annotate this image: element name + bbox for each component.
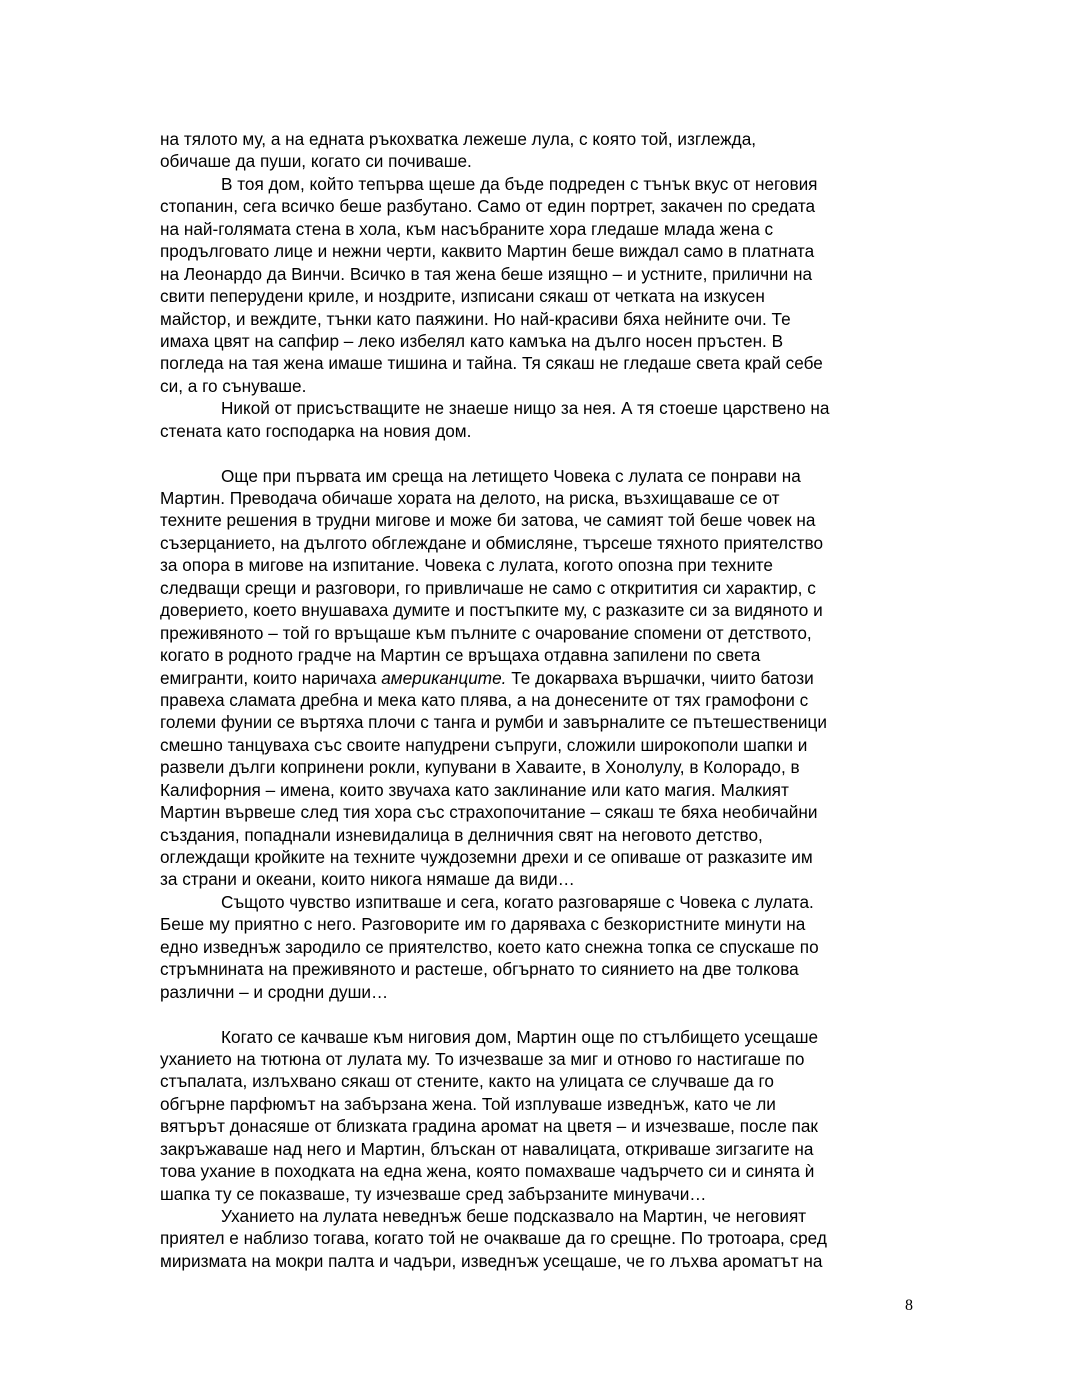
line-text: си, а го сънуваше. (160, 375, 307, 396)
line-text: обичаше да пуши, когато си почиваше. (160, 151, 472, 172)
paragraph (160, 1205, 930, 1272)
text-line (160, 263, 930, 285)
text-line (160, 352, 930, 374)
line-text: правеха сламата дребна и мека като плява, а на донесените от тях грамофони с (160, 689, 809, 710)
line-text: Още при първата им среща на летището Човека с лулата се понрави на (221, 465, 801, 486)
paragraph (160, 397, 930, 442)
text-line (160, 532, 930, 554)
text-line (160, 1026, 930, 1048)
line-text: шапка ту се показваше, ту изчезваше сред забързаните минувачи… (160, 1183, 707, 1204)
line-text: погледа на тая жена имаше тишина и тайна. Тя сякаш не гледаше света край себе (160, 353, 823, 374)
text-line (160, 734, 930, 756)
text-line (160, 1160, 930, 1182)
line-text: уханието на тютюна от лулата му. То изчезваше за миг и отново го настигаше по (160, 1048, 805, 1069)
line-text: създания, попаднали изневидалица в делничния свят на неговото детство, (160, 824, 763, 845)
text-line (160, 1093, 930, 1115)
text-line (160, 150, 930, 172)
text-line (160, 936, 930, 958)
paragraph (160, 173, 930, 397)
line-text: Никой от присъстващите не знаеше нищо за нея. А тя стоеше царствено на (221, 398, 830, 419)
paragraph (160, 465, 930, 891)
text-line (160, 397, 930, 419)
text-line (160, 285, 930, 307)
text-line (160, 1115, 930, 1137)
text-line (160, 868, 930, 890)
line-text: оглеждащи кройките на техните чуждоземни дрехи и се опиваше от разказите им (160, 847, 813, 867)
line-text: обгърне парфюмът на забързана жена. Той изплуваше изведнъж, като че ли (160, 1093, 776, 1114)
line-text: Мартин. Преводача обичаше хората на делото, на риска, възхищаваше се от (160, 488, 780, 508)
text-line (160, 128, 930, 150)
line-text: смешно танцуваха със своите напудрени съпруги, сложили широкополи шапки и (160, 734, 808, 755)
text-line (160, 644, 930, 666)
paragraph-gap (160, 1003, 930, 1025)
line-text: доверието, което внушаваха думите и постъпките му, с разказите си за видяното и (160, 600, 823, 621)
line-text: приятел е наблизо тогава, когато той не очакваше да го срещне. По тротоара, сред (160, 1228, 827, 1249)
line-text: Мартин вървеше след тия хора със страхопочитание – сякаш те бяха необичайни (160, 802, 818, 823)
page-number: 8 (905, 1297, 913, 1314)
text-line (160, 1250, 930, 1272)
line-text: стъпалата, излъхвано сякаш от стените, както на улицата се случваше да го (160, 1071, 774, 1092)
line-text-continuation: Те докарваха вършачки, чиито батози (506, 667, 814, 688)
text-line (160, 711, 930, 733)
line-text: имаха цвят на сапфир – леко избелял като камъка на дълго носен пръстен. В (160, 330, 784, 351)
text-line (160, 577, 930, 599)
line-text: стопанин, сега всичко беше разбутано. Само от един портрет, закачен по средата (160, 196, 816, 217)
text-line (160, 420, 930, 442)
line-text: Когато се качваше към ниговия дом, Мартин още по стълбището усещаше (221, 1026, 819, 1047)
line-text: свити пеперудени криле, и ноздрите, изписани сякаш от четката на изкусен (160, 286, 765, 307)
line-text: продълговато лице и нежни черти, каквито Мартин беше виждал само в платната (160, 241, 815, 262)
text-line (160, 824, 930, 846)
line-text: майстор, и веждите, тънки като паяжини. Но най-красиви бяха нейните очи. Те (160, 308, 791, 329)
text-line (160, 465, 930, 487)
line-text: следващи срещи и разговори, го привличаше не само с откритития си характир, с (160, 577, 816, 598)
text-line (160, 240, 930, 262)
line-text: съзерцанието, на дългото обглеждане и обмисляне, търсеше тяхното приятелство (160, 532, 824, 553)
text-line (160, 1205, 930, 1227)
text-line (160, 689, 930, 711)
line-text: миризмата на мокри палта и чадъри, изведнъж усещаше, че го лъхва ароматът на (160, 1250, 823, 1271)
paragraph (160, 1026, 930, 1206)
line-text: Беше му приятно с него. Разговорите им го даряваха с безкористните минути на (160, 914, 806, 935)
text-line (160, 622, 930, 644)
paragraph (160, 891, 930, 1003)
line-text: В тоя дом, който тепърва щеше да бъде подреден с тънък вкус от неговия (221, 173, 818, 194)
text-line (160, 1070, 930, 1092)
text-line (160, 330, 930, 352)
text-line (160, 509, 930, 531)
line-text: развели дълги копринени рокли, купувани в Хаваите, в Хонолулу, в Колорадо, в (160, 757, 800, 778)
line-text: на тялото му, а на едната ръкохватка лежеше лула, с която той, изглежда, (160, 129, 757, 149)
line-text: закръжаваше над него и Мартин, блъскан от навалицата, откриваше зигзагите на (160, 1138, 814, 1159)
text-line (160, 218, 930, 240)
line-text: на Леонардо да Винчи. Всичко в тая жена беше изящно – и устните, прилични на (160, 263, 813, 284)
line-text: големи фунии се въртяха плочи с танга и румби и завърналите се пътешественици (160, 712, 827, 733)
text-line (160, 981, 930, 1003)
line-text: на най-голямата стена в хола, към насъбраните хора гледаше млада жена с (160, 218, 774, 239)
text-line (160, 195, 930, 217)
line-text: за опора в мигове на изпитание. Човека с лулата, когото опозна при техните (160, 555, 773, 576)
line-text: емигранти, които наричаха (160, 667, 377, 688)
text-line (160, 779, 930, 801)
text-line (160, 599, 930, 621)
paragraph-gap (160, 442, 930, 464)
text-line (160, 554, 930, 576)
line-text: вятърът донасяше от близката градина аромат на цветя – и изчезваше, после пак (160, 1116, 818, 1137)
text-line (160, 846, 930, 868)
text-line (160, 1138, 930, 1160)
text-line (160, 1048, 930, 1070)
text-line (160, 1183, 930, 1205)
line-text: Същото чувство изпитваше и сега, когато разговаряше с Човека с лулата. (221, 891, 814, 912)
line-text: Уханието на лулата неведнъж беше подсказвало на Мартин, че неговият (221, 1206, 807, 1226)
text-line (160, 487, 930, 509)
line-text: стръмнината на преживяното и растеше, обгърнато то сиянието на две толкова (160, 959, 799, 980)
text-line (160, 756, 930, 778)
text-line (160, 913, 930, 935)
text-line (160, 375, 930, 397)
line-text: това ухание в походката на една жена, която помахваше чадърчето си и синята ѝ (160, 1161, 815, 1182)
line-text: Калифорния – имена, които звучаха като заклинание или като магия. Малкият (160, 779, 789, 800)
line-text: едно изведнъж зародило се приятелство, което като снежна топка се спускаше по (160, 936, 819, 957)
body-text (160, 128, 930, 1272)
line-text: преживяното – той го връщаше към пълните с очарование спомени от детството, (160, 622, 812, 643)
text-line (160, 667, 930, 689)
line-text: стената като господарка на новия дом. (160, 420, 472, 441)
line-text: техните решения в трудни мигове и може би затова, че самият той беше човек на (160, 510, 816, 531)
line-text: за страни и океани, които никога нямаше да види… (160, 869, 575, 890)
text-line (160, 308, 930, 330)
text-line (160, 891, 930, 913)
text-line (160, 958, 930, 980)
text-line (160, 801, 930, 823)
text-line (160, 173, 930, 195)
paragraph (160, 128, 930, 173)
emphasized-word: американците. (381, 667, 507, 688)
text-line (160, 1227, 930, 1249)
line-text: когато в родното градче на Мартин се връщаха отдавна запилени по света (160, 645, 761, 666)
line-text: различни – и сродни души… (160, 981, 389, 1002)
